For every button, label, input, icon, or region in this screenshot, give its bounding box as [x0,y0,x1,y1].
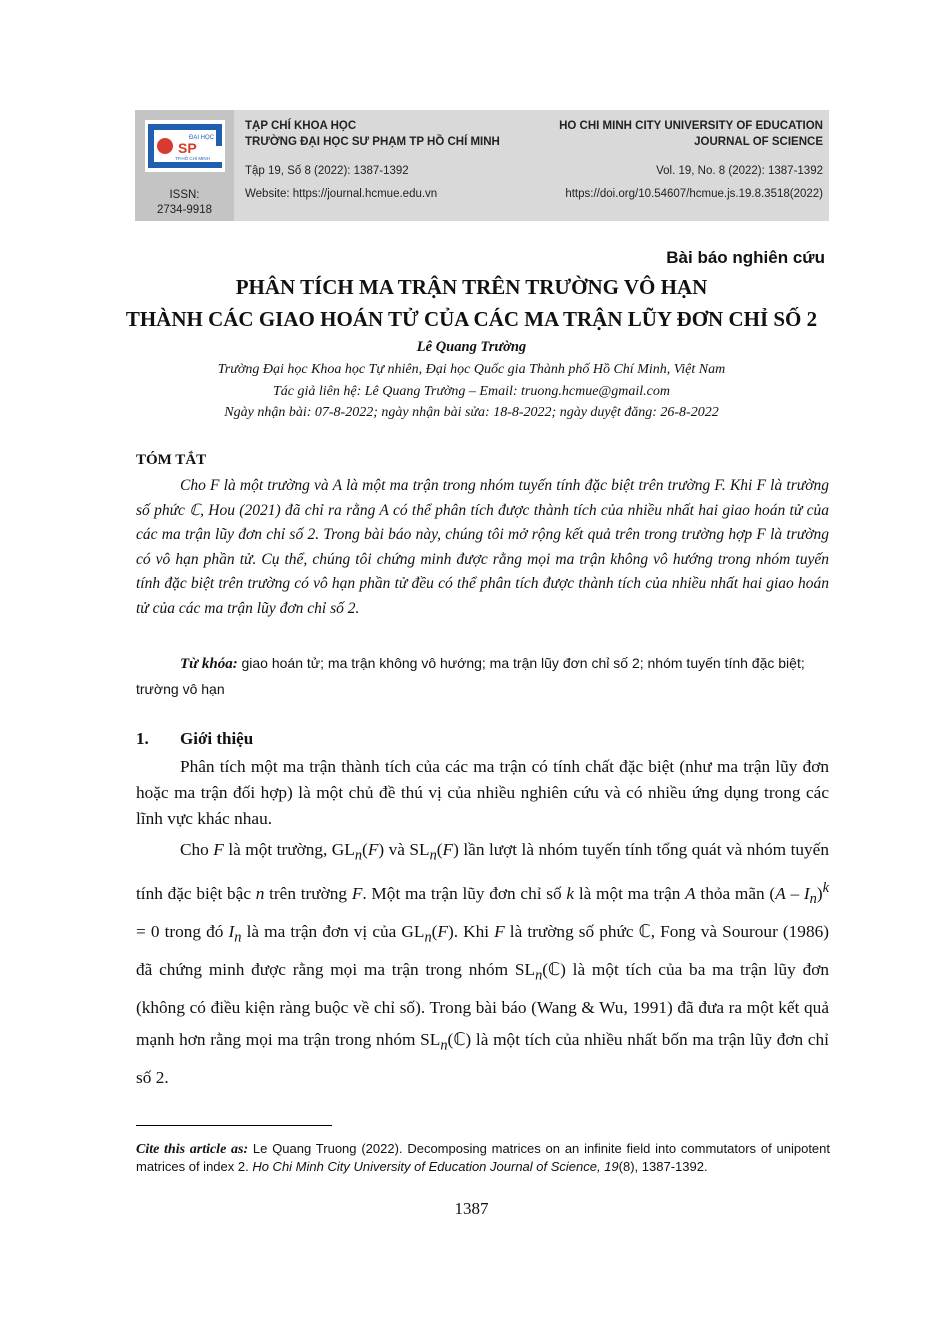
university-logo [145,120,225,172]
journal-name-vn-line1: TẠP CHÍ KHOA HỌC [245,120,357,132]
article-type: Bài báo nghiên cứu [666,248,825,267]
keywords: Từ khóa: giao hoán tử; ma trận không vô hướng; ma trận lũy đơn chỉ số 2; nhóm tuyến tính đặc biệt; trường vô hạn [136,655,805,697]
issn-value: 2734-9918 [157,204,212,216]
section-number: 1. [136,729,149,748]
doi-link[interactable]: https://doi.org/10.54607/hcmue.js.19.8.3518(2022) [565,188,823,200]
affiliation: Trường Đại học Khoa học Tự nhiên, Đại học Quốc gia Thành phố Hồ Chí Minh, Việt Nam [217,362,726,377]
corresponding-author: Tác giả liên hệ: Lê Quang Trường – Email: truong.hcmue@gmail.com [272,384,670,399]
volume-vn: Tập 19, Số 8 (2022): 1387-1392 [245,165,409,177]
citation-footnote: Cite this article as: Le Quang Truong (2022). Decomposing matrices on an infinite field into commutators of unipotent matrices of index 2. Ho Chi Minh City University of Education Journal of Science, 19(8), 1387-1392. [136,1141,831,1174]
journal-name-vn-line2: TRƯỜNG ĐẠI HỌC SƯ PHẠM TP HỒ CHÍ MINH [245,136,500,148]
author: Lê Quang Trường [416,339,527,355]
logo-text-top: ĐẠI HỌC [189,135,215,141]
journal-header-banner [135,110,829,221]
issn-label: ISSN: [169,189,200,201]
journal-name-en-line1: HO CHI MINH CITY UNIVERSITY OF EDUCATION [559,120,823,132]
logo-box [135,110,234,221]
logo-text-main: SP [178,140,197,156]
journal-name-en-line2: JOURNAL OF SCIENCE [694,136,823,148]
keywords-label: Từ khóa [180,656,233,672]
intro-paragraph-1: Phân tích một ma trận thành tích của các ma trận có tính chất đặc biệt (như ma trận lũy đơn hoặc ma trận đối hợp) là một chủ đề thú vị của nhiều nghiên cứu và có nhiều ứng dụng trong các lĩnh vực khác nhau. [136,757,829,828]
website: Website: https://journal.hcmue.edu.vn [245,188,438,200]
article-dates: Ngày nhận bài: 07-8-2022; ngày nhận bài sửa: 18-8-2022; ngày duyệt đăng: 26-8-2022 [224,405,719,420]
title-line-1: PHÂN TÍCH MA TRẬN TRÊN TRƯỜNG VÔ HẠN [235,275,708,299]
issn [135,188,234,218]
section-title: Giới thiệu [180,729,254,748]
page-number: 1387 [454,1199,489,1218]
citation-label: Cite this article as: [136,1142,249,1157]
abstract-heading: TÓM TẮT [136,452,207,468]
abstract-body [136,474,829,621]
volume-en: Vol. 19, No. 8 (2022): 1387-1392 [656,165,823,177]
section-heading [136,729,253,749]
logo-text-bottom: TP.HỒ CHÍ MINH [175,156,210,161]
intro-paragraph-2: Cho F là một trường, $GL_n(F)$ và $SL_n(F)$ lần lượt là nhóm tuyến tính tổng quát và nhóm tuyến tính đặc biệt bậc n trên trường F. Một ma trận lũy đơn chỉ số k là một ma trận A thỏa mãn $(A - I_n)^k = 0$ trong đó $I_n$ là ma trận đơn vị của $GL_n(F)$. Khi F là trường số phức ℂ, Fong và Sourour (1986) đã chứng minh được rằng mọi ma trận trong nhóm $SL_n(ℂ)$ là một tích của ba ma trận lũy đơn (không có điều kiện ràng buộc về chỉ số). Trong bài báo (Wang & Wu, 1991) đã đưa ra một kết quả mạnh hơn rằng mọi ma trận trong nhóm $SL_n(ℂ)$ là một tích của nhiều nhất bốn ma trận lũy đơn chỉ số 2. [136,840,830,1088]
footnote-rule [136,1125,332,1126]
title-line-2: THÀNH CÁC GIAO HOÁN TỬ CỦA CÁC MA TRẬN LŨY ĐƠN CHỈ SỐ 2 [125,307,818,331]
abstract-paragraph: Cho F là một trường và A là một ma trận trong nhóm tuyến tính đặc biệt trên trường F. Khi F là trường số phức ℂ, Hou (2021) đã chỉ ra rằng A có thể phân tích được thành tích của nhiều nhất hai giao hoán tử của các ma trận lũy đơn chỉ số 2. Trong bài báo này, chúng tôi mở rộng kết quả trên trong trường hợp F là trường có vô hạn phần tử. Cụ thể, chúng tôi chứng minh được rằng mọi ma trận không vô hướng trong nhóm tuyến tính đặc biệt trên trường có vô hạn phần tử đều có thể phân tích được thành tích của nhiều nhất hai giao hoán tử của các ma trận lũy đơn chỉ số 2. [136,477,829,617]
